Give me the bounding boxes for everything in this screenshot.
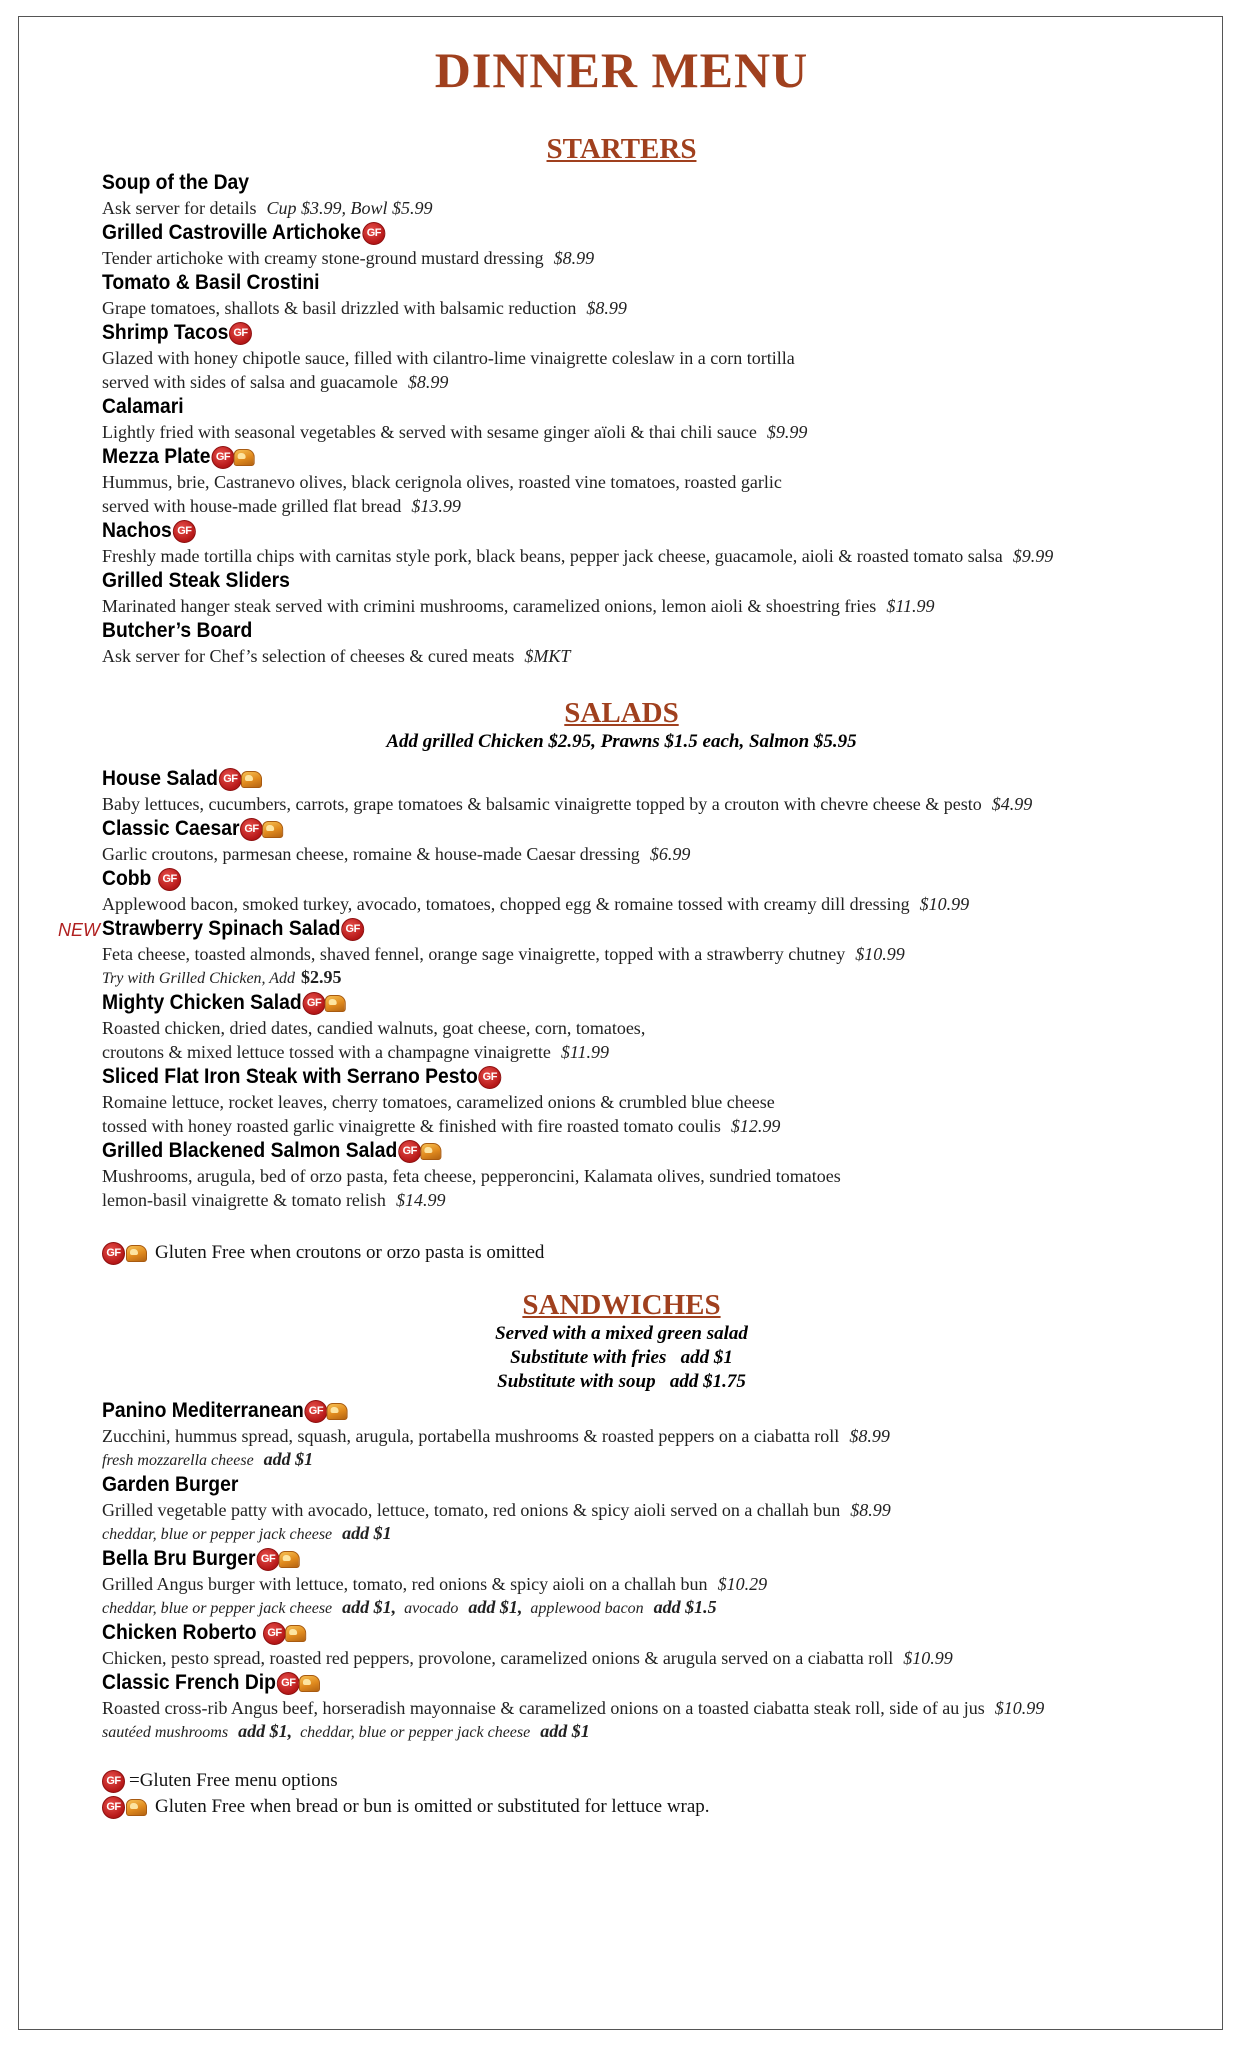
item-name: Cobb: [102, 867, 152, 890]
gluten-free-badge-icon: GF: [303, 992, 326, 1015]
menu-item: [102, 1620, 1192, 1670]
item-price: $10.99: [994, 1698, 1045, 1718]
menu-item: [58, 916, 1192, 990]
gluten-free-badge-icon: GF: [479, 1066, 502, 1089]
item-name: Bella Bru Burger: [102, 1547, 256, 1570]
item-addon-price: add $1: [342, 1523, 392, 1543]
menu-item: [102, 1670, 1192, 1744]
item-addon-label: cheddar, blue or pepper jack cheese: [102, 1526, 333, 1543]
menu-item: [102, 320, 1192, 394]
gluten-free-badge-icon: GF: [211, 446, 234, 469]
item-addon-price: add $1,: [238, 1721, 293, 1741]
item-description: Roasted chicken, dried dates, candied walnuts, goat cheese, corn, tomatoes,: [102, 1018, 646, 1038]
item-name: Classic Caesar: [102, 817, 240, 840]
menu-item: [102, 990, 1192, 1064]
item-price: $6.99: [649, 844, 691, 864]
menu-item: [102, 1398, 1192, 1472]
item-name: Nachos: [102, 519, 172, 542]
item-addon-price: add $1,: [342, 1597, 397, 1617]
bread-icon: [325, 995, 346, 1012]
item-addon-label: Try with Grilled Chicken, Add: [102, 970, 296, 987]
legend-text: =Gluten Free menu options: [129, 1770, 338, 1791]
item-description-line2: croutons & mixed lettuce tossed with a champagne vinaigrette: [102, 1042, 551, 1062]
gluten-free-badge-icon: GF: [102, 1242, 125, 1265]
item-description: Glazed with honey chipotle sauce, filled with cilantro-lime vinaigrette coleslaw in a corn tortilla: [102, 348, 795, 368]
page-title: DINNER MENU: [434, 42, 809, 98]
item-description: Hummus, brie, Castranevo olives, black cerignola olives, roasted vine tomatoes, roasted garlic: [102, 472, 782, 492]
section-note: Substitute with fries add $1: [510, 1347, 733, 1368]
item-name: Shrimp Tacos: [102, 321, 229, 344]
item-description: Zucchini, hummus spread, squash, arugula, portabella mushrooms & roasted peppers on a ciabatta roll: [102, 1426, 840, 1446]
menu-content: [58, 42, 1192, 1820]
bread-icon: [285, 1625, 306, 1642]
section-title-starters: STARTERS: [546, 133, 697, 165]
section-note: Add grilled Chicken $2.95, Prawns $1.5 each, Salmon $5.95: [386, 731, 857, 752]
menu-item: [102, 170, 1192, 220]
section-note: Substitute with soup add $1.75: [497, 1371, 746, 1392]
menu-item: [102, 568, 1192, 618]
menu-item: [102, 1138, 1192, 1212]
item-price: $4.99: [991, 794, 1033, 814]
item-description: Lightly fried with seasonal vegetables & served with sesame ginger aïoli & thai chili sauce: [102, 422, 757, 442]
item-addon-label: applewood bacon: [530, 1600, 644, 1617]
item-price: $8.99: [850, 1500, 891, 1520]
item-name: Chicken Roberto: [102, 1621, 257, 1644]
new-badge: NEW: [58, 920, 100, 940]
item-name: Grilled Castroville Artichoke: [102, 221, 362, 244]
item-price: $8.99: [553, 248, 595, 268]
menu-item: [102, 1472, 1192, 1546]
menu-item: [102, 618, 1192, 668]
item-description: Romaine lettuce, rocket leaves, cherry tomatoes, caramelized onions & crumbled blue cheese: [102, 1092, 775, 1112]
item-name: Strawberry Spinach Salad: [102, 917, 341, 940]
legend-text: Gluten Free when croutons or orzo pasta is omitted: [155, 1242, 545, 1263]
item-name: Sliced Flat Iron Steak with Serrano Pesto: [102, 1065, 478, 1088]
item-description: Feta cheese, toasted almonds, shaved fennel, orange sage vinaigrette, topped with a strawberry chutney: [102, 944, 846, 964]
item-price: $8.99: [849, 1426, 890, 1446]
bread-icon: [126, 1799, 147, 1816]
item-price: $11.99: [886, 596, 935, 616]
item-name: Grilled Blackened Salmon Salad: [102, 1139, 398, 1162]
item-name: Garden Burger: [102, 1473, 239, 1496]
item-addon-label: cheddar, blue or pepper jack cheese: [102, 1600, 333, 1617]
item-addon-price: add $1: [540, 1721, 590, 1741]
menu-item: [102, 866, 1192, 916]
item-price: $14.99: [395, 1190, 446, 1210]
item-addon-price: $2.95: [301, 967, 342, 987]
legend-gf-options: [102, 1768, 1192, 1794]
bread-icon: [234, 449, 255, 466]
gluten-free-badge-icon: GF: [240, 818, 263, 841]
item-description: Tender artichoke with creamy stone-ground mustard dressing: [102, 248, 544, 268]
menu-item: [102, 518, 1192, 568]
item-addon-price: add $1.5: [653, 1597, 717, 1617]
item-addon-price: add $1: [263, 1449, 314, 1469]
item-addon-label: cheddar, blue or pepper jack cheese: [300, 1724, 531, 1741]
item-price: $MKT: [524, 646, 571, 666]
menu-item: [102, 220, 1192, 270]
item-addon-label: fresh mozzarella cheese: [102, 1452, 254, 1469]
item-description: Applewood bacon, smoked turkey, avocado, tomatoes, chopped egg & romaine tossed with creamy dill dressing: [102, 894, 910, 914]
item-price: $8.99: [586, 298, 627, 318]
gluten-free-badge-icon: GF: [102, 1770, 125, 1793]
section-title-sandwiches: SANDWICHES: [522, 1289, 721, 1321]
item-price: $13.99: [411, 496, 461, 516]
gluten-free-badge-icon: GF: [219, 768, 242, 791]
item-description: Grape tomatoes, shallots & basil drizzled with balsamic reduction: [102, 298, 577, 318]
item-price: $8.99: [407, 372, 449, 392]
item-name: Classic French Dip: [102, 1671, 276, 1694]
item-description: Freshly made tortilla chips with carnitas style pork, black beans, pepper jack cheese, guacamole, aioli & roasted tomato salsa: [102, 546, 1003, 566]
item-price: $11.99: [560, 1042, 610, 1062]
gluten-free-badge-icon: GF: [263, 1622, 286, 1645]
item-description-line2: lemon-basil vinaigrette & tomato relish: [102, 1190, 386, 1210]
bread-icon: [420, 1143, 441, 1160]
menu-item: [102, 444, 1192, 518]
bread-icon: [327, 1403, 348, 1420]
legend-bread: [102, 1794, 1192, 1820]
item-description-line2: tossed with honey roasted garlic vinaigrette & finished with fire roasted tomato coulis: [102, 1116, 721, 1136]
menu-item: [102, 766, 1192, 816]
item-description: Marinated hanger steak served with crimini mushrooms, caramelized onions, lemon aioli & shoestring fries: [102, 596, 877, 616]
item-name: Grilled Steak Sliders: [102, 569, 290, 592]
item-addon-price: add $1,: [468, 1597, 523, 1617]
legend-text: Gluten Free when bread or bun is omitted or substituted for lettuce wrap.: [155, 1796, 710, 1817]
item-price: $10.99: [903, 1648, 953, 1668]
gluten-free-badge-icon: GF: [398, 1140, 421, 1163]
gluten-free-badge-icon: GF: [341, 918, 364, 941]
legend-croutons: [102, 1240, 1192, 1266]
bread-icon: [263, 821, 284, 838]
section-title-salads: SALADS: [564, 697, 679, 729]
gluten-free-badge-icon: GF: [362, 222, 385, 245]
item-description: Chicken, pesto spread, roasted red peppers, provolone, caramelized onions & arugula served on a ciabatta roll: [102, 1648, 894, 1668]
item-name: Tomato & Basil Crostini: [102, 271, 320, 294]
item-description-line2: served with sides of salsa and guacamole: [102, 372, 398, 392]
item-price: $9.99: [766, 422, 808, 442]
item-description-line2: served with house-made grilled flat bread: [102, 496, 402, 516]
item-description: Garlic croutons, parmesan cheese, romaine & house-made Caesar dressing: [102, 844, 640, 864]
gluten-free-badge-icon: GF: [158, 868, 181, 891]
item-addon-label: avocado: [404, 1600, 459, 1617]
bread-icon: [279, 1551, 300, 1568]
item-price: Cup $3.99, Bowl $5.99: [266, 198, 433, 218]
item-description: Mushrooms, arugula, bed of orzo pasta, feta cheese, pepperoncini, Kalamata olives, sundried tomatoes: [102, 1166, 841, 1186]
section-note: Served with a mixed green salad: [495, 1323, 748, 1344]
bread-icon: [126, 1245, 147, 1262]
gluten-free-badge-icon: GF: [256, 1548, 279, 1571]
menu-item: [102, 816, 1192, 866]
gluten-free-badge-icon: GF: [102, 1796, 125, 1819]
item-description: Ask server for details: [102, 198, 257, 218]
item-name: Soup of the Day: [102, 171, 250, 194]
item-description: Grilled vegetable patty with avocado, lettuce, tomato, red onions & spicy aioli served on a challah bun: [102, 1500, 841, 1520]
item-name: Panino Mediterranean: [102, 1399, 304, 1422]
bread-icon: [299, 1675, 320, 1692]
item-name: House Salad: [102, 767, 218, 790]
bread-icon: [241, 771, 262, 788]
item-name: Mezza Plate: [102, 445, 211, 468]
item-price: $10.29: [717, 1574, 768, 1594]
item-description: Baby lettuces, cucumbers, carrots, grape tomatoes & balsamic vinaigrette topped by a crouton with chevre cheese & pesto: [102, 794, 982, 814]
gluten-free-badge-icon: GF: [305, 1400, 328, 1423]
item-price: $10.99: [919, 894, 970, 914]
item-name: Calamari: [102, 395, 184, 418]
item-addon-label: sautéed mushrooms: [102, 1724, 229, 1741]
item-name: Mighty Chicken Salad: [102, 991, 302, 1014]
menu-item: [102, 1546, 1192, 1620]
gluten-free-badge-icon: GF: [229, 322, 252, 345]
item-name: Butcher’s Board: [102, 619, 253, 642]
item-price: $9.99: [1012, 546, 1054, 566]
gluten-free-badge-icon: GF: [173, 520, 196, 543]
item-description: Ask server for Chef’s selection of cheeses & cured meats: [102, 646, 515, 666]
item-price: $10.99: [855, 944, 905, 964]
item-description: Roasted cross-rib Angus beef, horseradish mayonnaise & caramelized onions on a toasted ciabatta steak roll, side of au jus: [102, 1698, 985, 1718]
menu-item: [102, 394, 1192, 444]
menu-item: [102, 1064, 1192, 1138]
menu-item: [102, 270, 1192, 320]
gluten-free-badge-icon: GF: [277, 1672, 300, 1695]
item-price: $12.99: [730, 1116, 781, 1136]
item-description: Grilled Angus burger with lettuce, tomato, red onions & spicy aioli on a challah bun: [102, 1574, 708, 1594]
